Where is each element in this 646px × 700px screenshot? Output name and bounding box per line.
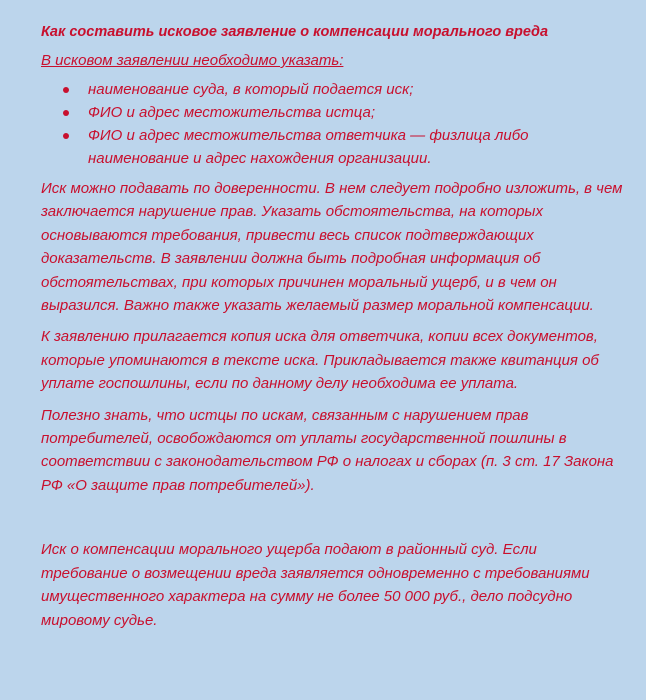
bullet-dot-icon <box>63 133 69 139</box>
list-item <box>41 78 626 101</box>
paragraph-attachments: К заявлению прилагается копия иска для ответчика, копии всех документов, которые упоминаются в тексте иска. Прикладывается также квитанция об уплате госпошлины, если по данному делу необходима ее уплата. <box>41 328 599 393</box>
bullet-dot-icon <box>63 87 69 93</box>
list-item-text: ФИО и адрес местожительства ответчика — физлица либо наименование и адрес нахождения организации. <box>88 127 529 167</box>
paragraph-jurisdiction: Иск о компенсации морального ущерба подают в районный суд. Если требование о возмещении вреда заявляется одновременно с требованиями имущественного характера на сумму не более 50 000 руб., дело подсудно мировому судье. <box>41 541 590 629</box>
bullet-dot-icon <box>63 110 69 116</box>
paragraph-state-fee-exemption: Полезно знать, что истцы по искам, связанным с нарушением прав потребителей, освобождаются от уплаты государственной пошлины в соответствии с законодательством РФ о налогах и сборах (п. 3 ст. 17 Закона РФ «О защите прав потребителей»). <box>41 406 614 494</box>
list-item-text: наименование суда, в который подается иск; <box>88 81 414 98</box>
list-item <box>41 124 626 170</box>
paragraph-power-of-attorney: Иск можно подавать по доверенности. В нем следует подробно изложить, в чем заключается нарушение прав. Указать обстоятельства, на которых основываются требования, привести весь список подтверждающих доказательств. В заявлении должна быть подробная информация об обстоятельствах, при которых причинен моральный ущерб, и в чем он выразился. Важно также указать желаемый размер моральной компенсации. <box>41 180 623 315</box>
document-title: Как составить исковое заявление о компенсации морального вреда <box>41 24 549 40</box>
list-item-text: ФИО и адрес местожительства истца; <box>88 104 376 121</box>
list-item <box>41 101 626 124</box>
requirements-heading: В исковом заявлении необходимо указать: <box>41 52 344 69</box>
requirements-list <box>41 78 626 170</box>
